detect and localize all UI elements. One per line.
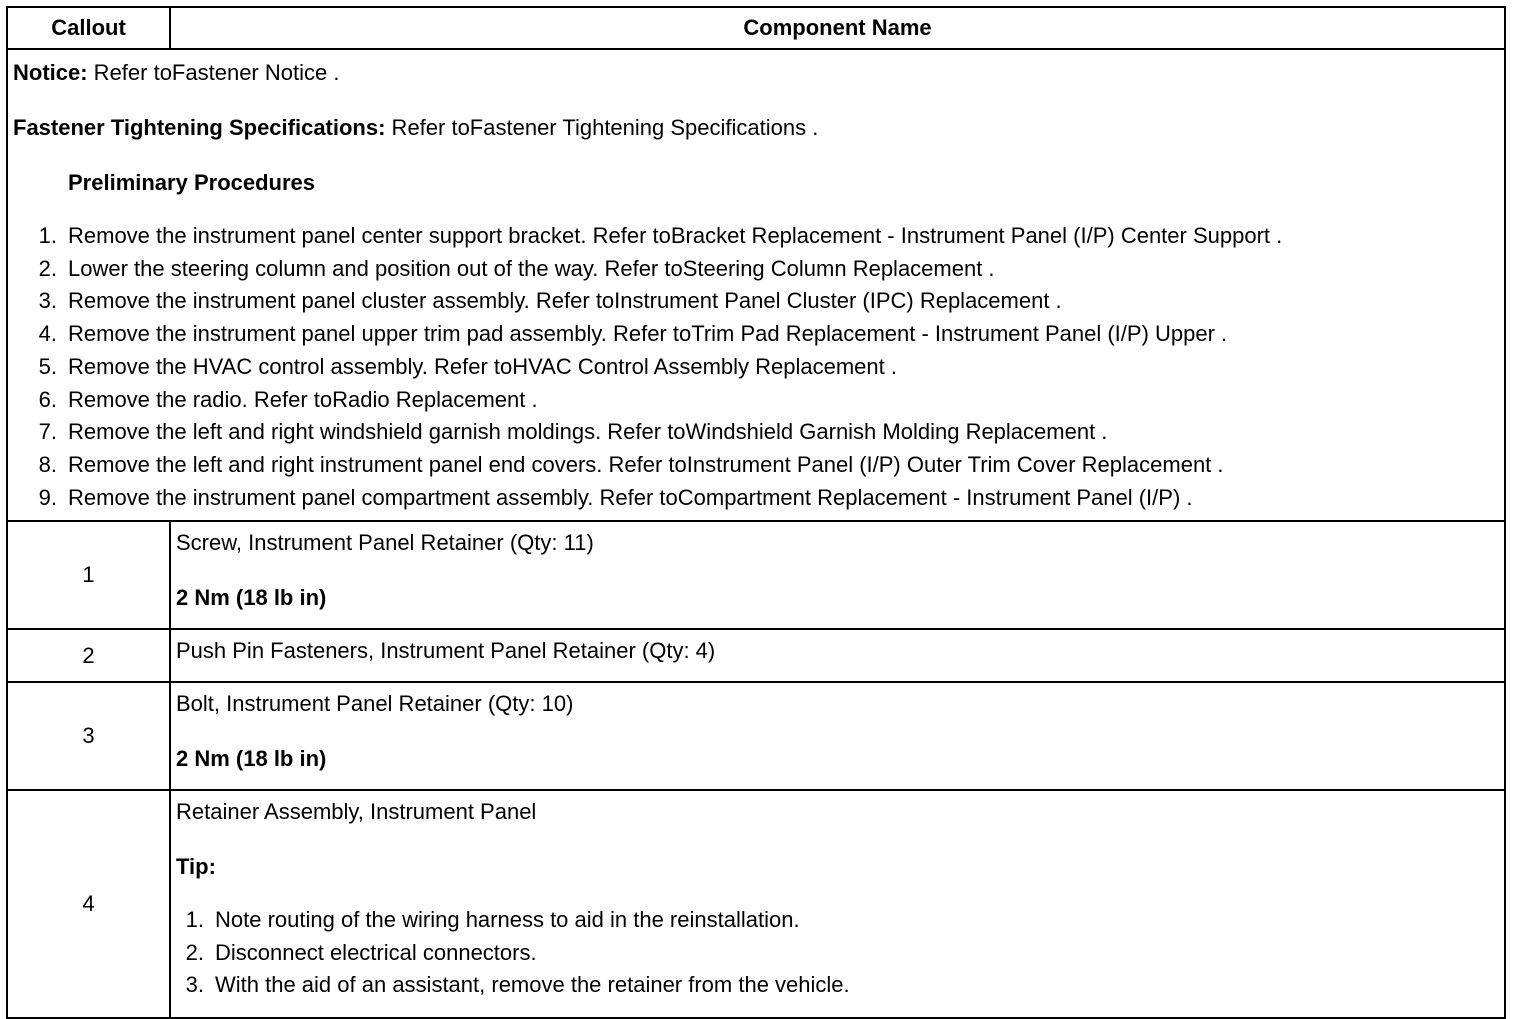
torque-spec: 2 Nm (18 lb in) [176,746,327,772]
step-text: Remove the instrument panel cluster assembly. Refer toInstrument Panel Cluster (IPC) Replacement . [68,288,1062,314]
step-number: 4. [38,321,57,347]
callout-number: 2 [7,629,170,682]
step-text: Remove the instrument panel compartment assembly. Refer toCompartment Replacement - Instrument Panel (I/P) . [68,484,1193,510]
step-number: 1. [38,223,57,248]
notice-line [13,58,1498,88]
torque-spec: 2 Nm (18 lb in) [176,585,327,611]
notice-text: Refer toFastener Notice . [87,60,340,85]
component-cell [170,682,1505,790]
fastener-spec-text: Refer toFastener Tightening Specifications . [385,115,819,140]
step-number: 6. [38,386,57,412]
component-cell [170,790,1505,1018]
step-number: 1. [185,907,204,933]
component-cell [170,629,1505,682]
step-text: Remove the instrument panel center support bracket. Refer toBracket Replacement - Instrument Panel (I/P) Center Support . [68,223,1283,248]
component-name: Retainer Assembly, Instrument Panel [176,799,537,825]
step-text: Remove the left and right instrument panel end covers. Refer toInstrument Panel (I/P) Outer Trim Cover Replacement . [68,451,1224,477]
list-item [13,285,1498,318]
preliminary-procedures-title: Preliminary Procedures [68,170,316,195]
step-text: Lower the steering column and position out of the way. Refer toSteering Column Replacement . [68,255,995,281]
table-row [7,790,1505,1018]
tip-label: Tip: [176,854,216,880]
step-text: Note routing of the wiring harness to aid in the reinstallation. [215,907,800,933]
component-name: Bolt, Instrument Panel Retainer (Qty: 10) [176,691,574,717]
list-item [13,482,1498,515]
step-number: 3. [38,288,57,314]
step-number: 2. [38,255,57,281]
callout-column-header: Callout [7,7,170,49]
step-text: Remove the HVAC control assembly. Refer toHVAC Control Assembly Replacement . [68,353,897,379]
step-text: With the aid of an assistant, remove the retainer from the vehicle. [215,972,850,998]
callout-number: 3 [7,682,170,790]
fastener-spec-label: Fastener Tightening Specifications: [13,115,386,140]
component-name: Push Pin Fasteners, Instrument Panel Retainer (Qty: 4) [176,638,716,664]
list-item [13,416,1498,449]
list-item [176,937,1499,970]
table-row [7,682,1505,790]
list-item [13,351,1498,384]
callout-number: 1 [7,521,170,629]
component-name-column-header: Component Name [170,7,1505,49]
step-text: Remove the instrument panel upper trim pad assembly. Refer toTrim Pad Replacement - Instrument Panel (I/P) Upper . [68,321,1228,347]
list-item [176,904,1499,937]
table-header-row [7,7,1505,49]
list-item [13,220,1498,253]
list-item [13,253,1498,286]
notice-label: Notice: [13,60,88,85]
component-cell [170,521,1505,629]
preamble-cell [7,49,1505,521]
step-number: 9. [38,484,57,510]
step-number: 7. [38,419,57,445]
list-item [13,449,1498,482]
callout-number: 4 [7,790,170,1018]
table-row [7,521,1505,629]
component-name: Screw, Instrument Panel Retainer (Qty: 11) [176,530,594,556]
step-number: 8. [38,451,57,477]
tip-steps-list [176,904,1499,1002]
preamble-row [7,49,1505,521]
procedure-table [6,6,1506,1019]
step-text: Disconnect electrical connectors. [215,939,537,965]
step-number: 2. [185,939,204,965]
fastener-spec-line [13,113,1498,143]
table-row [7,629,1505,682]
step-text: Remove the radio. Refer toRadio Replacement . [68,386,538,412]
step-text: Remove the left and right windshield garnish moldings. Refer toWindshield Garnish Molding Replacement . [68,419,1108,445]
list-item [13,318,1498,351]
list-item [176,969,1499,1002]
step-number: 5. [38,353,57,379]
list-item [13,384,1498,417]
preliminary-steps-list [13,220,1498,514]
step-number: 3. [185,972,204,998]
